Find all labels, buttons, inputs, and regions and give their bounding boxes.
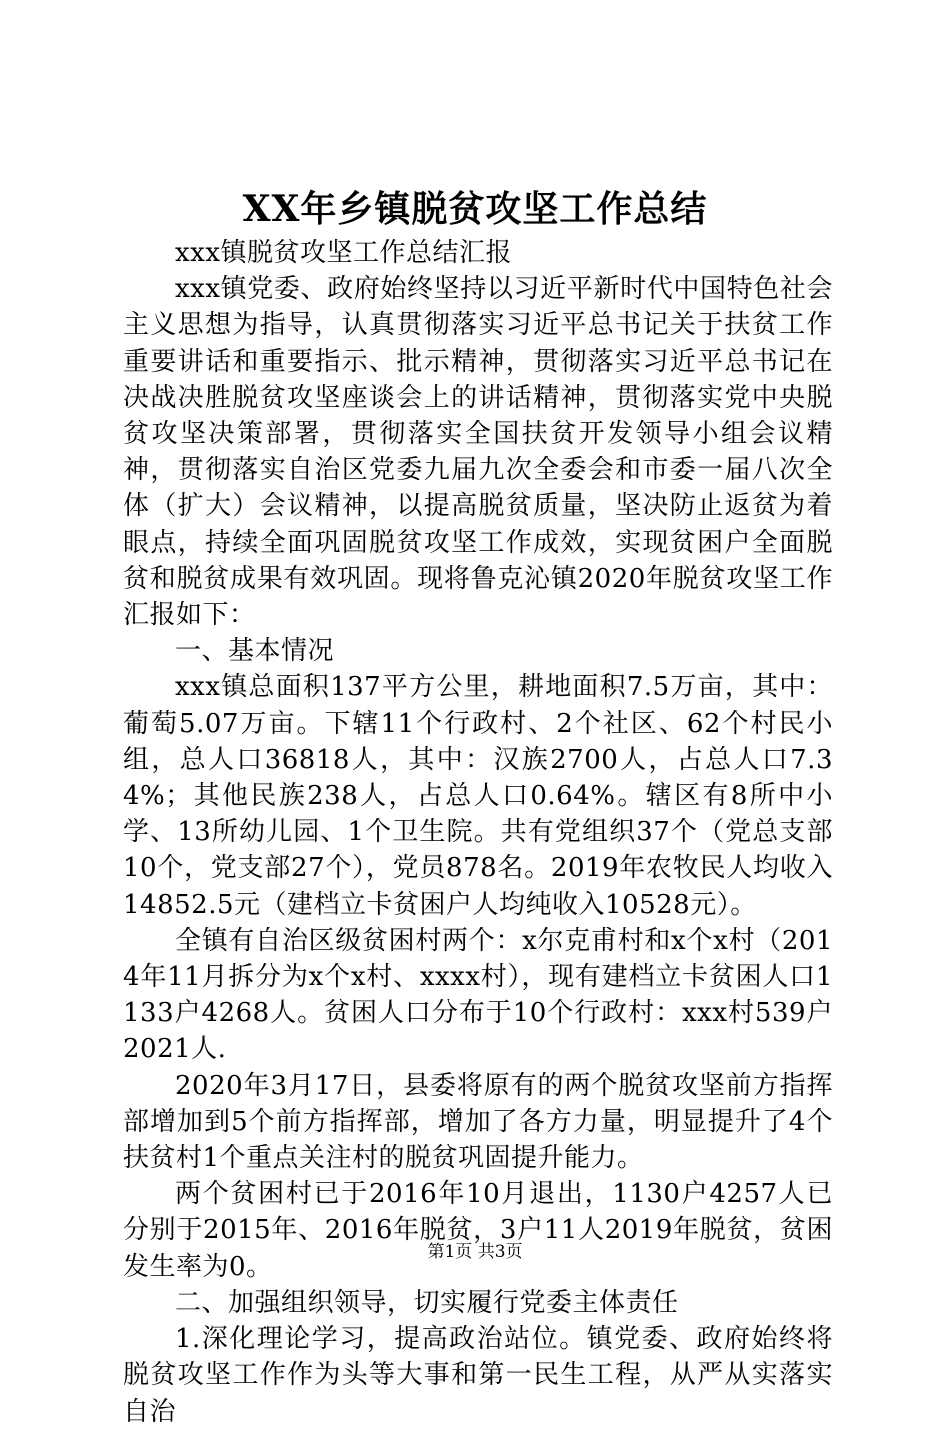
section-heading: 一、基本情况	[175, 636, 335, 667]
section-heading: 二、加强组织领导，切实履行党委主体责任	[175, 1287, 679, 1318]
paragraph: xxx镇总面积137平方公里，耕地面积7.5万亩，其中：葡萄5.07万亩。下辖11个行政村、2个社区、62个村民小组，总人口36818人，其中：汉族2700人，占总人口7.34%；其他民族238人，占总人口0.64%。辖区有8所中小学、13所幼儿园、1个卫生院。共有党组织37个（党总支部10个，党支部27个），党员878名。2019年农牧民人均收入14852.5元（建档立卡贫困户人均纯收入10528元）。	[123, 672, 833, 920]
paragraph: 全镇有自治区级贫困村两个：x尔克甫村和x个x村（2014年11月拆分为x个x村、xxxx村），现有建档立卡贫困人口1133户4268人。贫困人口分布于10个行政村：xxx村539户2021人.	[123, 925, 833, 1065]
document-title: XX年乡镇脱贫攻坚工作总结	[242, 188, 708, 230]
paragraph: 2020年3月17日，县委将原有的两个脱贫攻坚前方指挥部增加到5个前方指挥部，增加了各方力量，明显提升了4个扶贫村1个重点关注村的脱贫巩固提升能力。	[123, 1070, 833, 1174]
paragraph: xxx镇脱贫攻坚工作总结汇报	[175, 238, 512, 268]
paragraph: 1.深化理论学习，提高政治站位。镇党委、政府始终将脱贫攻坚工作作为头等大事和第一民生工程，从严从实落实自治	[123, 1324, 833, 1427]
paragraph: 两个贫困村已于2016年10月退出，1130户4257人已分别于2015年、2016年脱贫，3户11人2019年脱贫，贫困发生率为0。	[123, 1179, 833, 1282]
page-footer: 第1页 共3页	[427, 1242, 523, 1262]
paragraph: xxx镇党委、政府始终坚持以习近平新时代中国特色社会主义思想为指导，认真贯彻落实习近平总书记关于扶贫工作重要讲话和重要指示、批示精神，贯彻落实习近平总书记在决战决胜脱贫攻坚座谈会上的讲话精神，贯彻落实党中央脱贫攻坚决策部署，贯彻落实全国扶贫开发领导小组会议精神，贯彻落实自治区党委九届九次全委会和市委一届八次全体（扩大）会议精神，以提高脱贫质量，坚决防止返贫为着眼点，持续全面巩固脱贫攻坚工作成效，实现贫困户全面脱贫和脱贫成果有效巩固。现将鲁克沁镇2020年脱贫攻坚工作汇报如下：	[123, 274, 833, 631]
